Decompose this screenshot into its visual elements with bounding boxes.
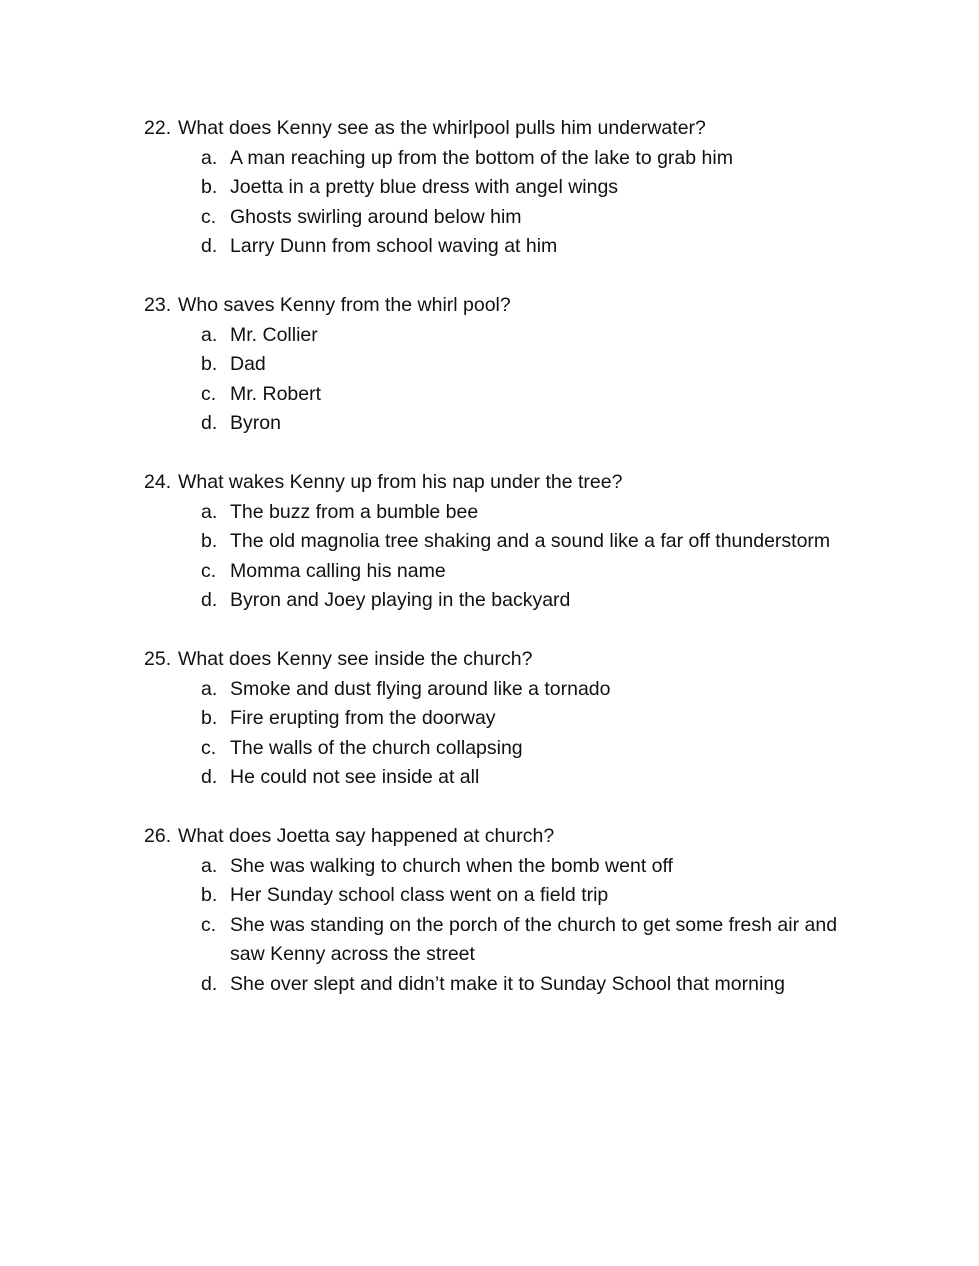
option-text: Fire erupting from the doorway <box>230 707 496 729</box>
option-letter: c. <box>201 559 217 582</box>
option-text: Mr. Collier <box>230 323 318 346</box>
option-letter: c. <box>201 913 217 936</box>
answer-option-a <box>0 144 979 174</box>
option-text: Dad <box>230 353 266 375</box>
question-number: 26. <box>144 825 172 847</box>
option-text: She was walking to church when the bomb went off <box>230 854 673 877</box>
question-text <box>0 114 979 144</box>
question-prompt: Who saves Kenny from the whirl pool? <box>178 294 511 316</box>
option-letter: a. <box>201 146 218 169</box>
option-letter: c. <box>201 736 217 759</box>
answer-option-b <box>0 704 979 734</box>
option-letter: b. <box>201 353 218 375</box>
option-text: Byron and Joey playing in the backyard <box>230 589 571 611</box>
option-letter: d. <box>201 766 218 788</box>
option-text: Mr. Robert <box>230 382 322 405</box>
option-text: Her Sunday school class went on a field trip <box>230 884 609 906</box>
option-letter: b. <box>201 884 218 906</box>
option-letter: b. <box>201 707 218 729</box>
answer-option-c <box>0 911 979 970</box>
question-prompt: What wakes Kenny up from his nap under the tree? <box>178 471 623 493</box>
option-letter: a. <box>201 854 218 877</box>
answer-options <box>0 498 979 616</box>
option-text: Byron <box>230 412 281 434</box>
question-text <box>0 468 979 498</box>
question-number: 23. <box>144 294 172 316</box>
option-letter: d. <box>201 972 218 995</box>
question-number: 22. <box>144 117 172 139</box>
answer-options <box>0 675 979 793</box>
question-number: 25. <box>144 648 172 670</box>
question-number: 24. <box>144 471 172 493</box>
option-text: Ghosts swirling around below him <box>230 205 522 228</box>
option-letter: c. <box>201 205 217 228</box>
option-text: The buzz from a bumble bee <box>230 500 479 523</box>
option-letter: b. <box>201 176 218 198</box>
option-letter: c. <box>201 382 217 405</box>
option-letter: a. <box>201 323 218 346</box>
answer-options <box>0 321 979 439</box>
answer-option-a <box>0 852 979 882</box>
answer-option-d <box>0 232 979 262</box>
question-26 <box>0 822 979 999</box>
question-text <box>0 291 979 321</box>
option-letter: d. <box>201 235 218 257</box>
option-text: He could not see inside at all <box>230 766 480 788</box>
answer-option-d <box>0 409 979 439</box>
option-letter: a. <box>201 500 218 523</box>
answer-option-b <box>0 350 979 380</box>
option-text: Smoke and dust flying around like a tornado <box>230 677 611 700</box>
option-text: She was standing on the porch of the church to get some fresh air and saw Kenny across the street <box>230 913 838 965</box>
question-22 <box>0 114 979 262</box>
question-prompt: What does Kenny see as the whirlpool pulls him underwater? <box>178 117 706 139</box>
question-25 <box>0 645 979 793</box>
question-24 <box>0 468 979 616</box>
option-text: The walls of the church collapsing <box>230 736 523 759</box>
option-text: Momma calling his name <box>230 559 446 582</box>
question-prompt: What does Joetta say happened at church? <box>178 825 555 847</box>
answer-option-c <box>0 557 979 587</box>
answer-option-d <box>0 586 979 616</box>
option-text: Joetta in a pretty blue dress with angel wings <box>230 176 619 198</box>
option-letter: b. <box>201 530 218 552</box>
answer-option-d <box>0 970 979 1000</box>
answer-option-c <box>0 380 979 410</box>
answer-option-b <box>0 527 979 557</box>
question-prompt: What does Kenny see inside the church? <box>178 648 533 670</box>
answer-option-c <box>0 203 979 233</box>
option-text: A man reaching up from the bottom of the lake to grab him <box>230 146 733 169</box>
option-text: She over slept and didn’t make it to Sunday School that morning <box>230 972 785 995</box>
option-text: The old magnolia tree shaking and a sound like a far off thunderstorm <box>230 530 831 552</box>
answer-option-d <box>0 763 979 793</box>
answer-option-b <box>0 173 979 203</box>
option-letter: a. <box>201 677 218 700</box>
answer-option-a <box>0 675 979 705</box>
question-23 <box>0 291 979 439</box>
answer-options <box>0 852 979 1000</box>
answer-options <box>0 144 979 262</box>
answer-option-a <box>0 498 979 528</box>
answer-option-b <box>0 881 979 911</box>
option-text: Larry Dunn from school waving at him <box>230 235 558 257</box>
option-letter: d. <box>201 589 218 611</box>
question-text <box>0 645 979 675</box>
question-text <box>0 822 979 852</box>
quiz-page <box>0 114 979 1029</box>
option-letter: d. <box>201 412 218 434</box>
answer-option-a <box>0 321 979 351</box>
answer-option-c <box>0 734 979 764</box>
